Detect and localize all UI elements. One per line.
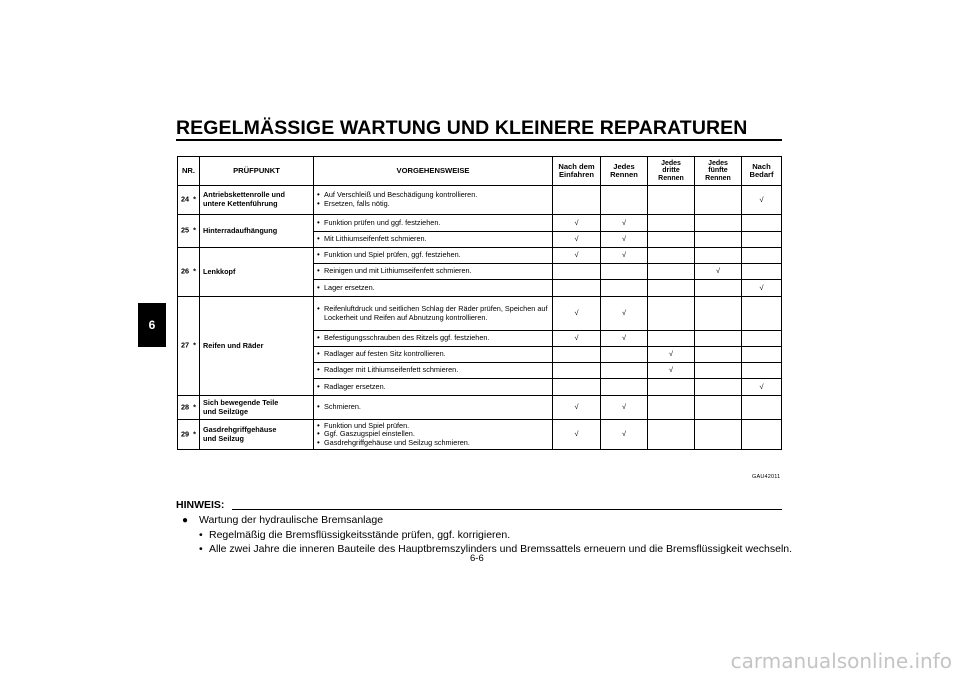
interval-cell-every-third-race (648, 232, 695, 248)
interval-cell-every-fifth-race (695, 420, 742, 450)
interval-cell-every-third-race (648, 186, 695, 215)
interval-cell-every-third-race (648, 331, 695, 347)
procedure-cell (314, 186, 553, 215)
table-row (178, 186, 782, 215)
bullet-icon: • (317, 402, 320, 412)
bullet-icon: • (317, 429, 320, 439)
interval-cell-after-break-in (553, 232, 601, 248)
interval-cell-as-needed (742, 363, 782, 379)
inspection-item-line: Sich bewegende Teile (203, 397, 279, 407)
header-after-break-in: Nach dem Einfahren (553, 157, 601, 186)
check-mark-icon: √ (574, 429, 579, 439)
interval-cell-as-needed (742, 379, 782, 396)
procedure-text: Radlager auf festen Sitz kontrollieren. (324, 349, 446, 359)
bullet-icon: • (317, 234, 320, 244)
table-row (178, 215, 782, 232)
inspection-item-line: Hinterradaufhängung (203, 225, 278, 235)
table-row (178, 396, 782, 420)
bullet-icon: ● (182, 515, 189, 526)
bullet-icon: • (317, 190, 320, 200)
interval-cell-after-break-in (553, 379, 601, 396)
bullet-icon: • (317, 381, 320, 391)
item-number (178, 248, 200, 297)
interval-cell-after-break-in (553, 248, 601, 264)
check-mark-icon: √ (759, 194, 764, 204)
item-number-value: 25 (181, 225, 190, 235)
procedure-text: Funktion und Spiel prüfen. (324, 420, 410, 430)
procedure-cell (314, 280, 553, 297)
header-procedure: VORGEHENSWEISE (314, 157, 553, 186)
bullet-icon: • (317, 266, 320, 276)
procedure-cell (314, 363, 553, 379)
check-mark-icon: √ (668, 365, 673, 375)
procedure-cell (314, 297, 553, 331)
check-mark-icon: √ (621, 234, 626, 244)
interval-cell-after-break-in (553, 396, 601, 420)
interval-cell-every-fifth-race (695, 264, 742, 280)
interval-cell-every-third-race (648, 215, 695, 232)
note-item (182, 542, 792, 556)
procedure-cell (314, 264, 553, 280)
bullet-icon: • (317, 250, 320, 260)
check-mark-icon: √ (759, 282, 764, 292)
bullet-icon: • (317, 365, 320, 375)
note-heading-rule (232, 509, 782, 510)
interval-cell-as-needed (742, 232, 782, 248)
procedure-text: Mit Lithiumseifenfett schmieren. (324, 234, 427, 244)
interval-cell-every-race (601, 420, 648, 450)
check-mark-icon: √ (621, 333, 626, 343)
check-mark-icon: √ (621, 429, 626, 439)
item-number (178, 420, 200, 450)
table-header-row (178, 157, 782, 186)
item-number-value: 28 (181, 402, 190, 412)
interval-cell-after-break-in (553, 280, 601, 297)
bullet-icon: • (317, 282, 320, 292)
bullet-icon: • (317, 420, 320, 430)
procedure-text: Reifenluftdruck und seitlichen Schlag der Räder prüfen, Speichen auf Lockerheit und Reifen auf Abnutzung kontrollieren. (324, 303, 548, 322)
asterisk-mark: * (193, 225, 196, 235)
header-item: PRÜFPUNKT (200, 157, 314, 186)
maintenance-table (177, 156, 782, 450)
bullet-icon: • (199, 529, 203, 542)
inspection-item (200, 186, 314, 215)
interval-cell-after-break-in (553, 331, 601, 347)
interval-cell-every-third-race (648, 248, 695, 264)
inspection-item-line: Lenkkopf (203, 266, 236, 276)
interval-cell-as-needed (742, 186, 782, 215)
check-mark-icon: √ (715, 266, 720, 276)
inspection-item-line: und Seilzüge (203, 406, 248, 416)
inspection-item (200, 420, 314, 450)
interval-cell-every-third-race (648, 363, 695, 379)
title-underline (176, 139, 782, 141)
inspection-item-line: Reifen und Räder (203, 340, 264, 350)
check-mark-icon: √ (759, 381, 764, 391)
interval-cell-every-fifth-race (695, 379, 742, 396)
procedure-cell (314, 248, 553, 264)
bullet-icon: • (317, 199, 320, 208)
item-number-value: 27 (181, 340, 190, 350)
interval-cell-every-fifth-race (695, 331, 742, 347)
interval-cell-every-race (601, 280, 648, 297)
interval-cell-every-race (601, 363, 648, 379)
interval-cell-every-third-race (648, 264, 695, 280)
bullet-icon: • (317, 349, 320, 359)
procedure-cell (314, 396, 553, 420)
procedure-text: Radlager ersetzen. (324, 381, 386, 391)
procedure-cell (314, 331, 553, 347)
interval-cell-every-fifth-race (695, 280, 742, 297)
item-number (178, 297, 200, 396)
interval-cell-every-third-race (648, 420, 695, 450)
table-row (178, 248, 782, 264)
procedure-text: Ggf. Gaszugspiel einstellen. (324, 429, 415, 439)
table-row (178, 297, 782, 331)
note-body (182, 513, 792, 557)
check-mark-icon: √ (621, 250, 626, 260)
check-mark-icon: √ (574, 333, 579, 343)
interval-cell-as-needed (742, 248, 782, 264)
asterisk-mark: * (193, 194, 196, 204)
bullet-icon: • (317, 437, 320, 447)
header-nr: NR. (178, 157, 200, 186)
interval-cell-as-needed (742, 264, 782, 280)
check-mark-icon: √ (621, 308, 626, 318)
inspection-item-line: und Seilzug (203, 433, 244, 443)
procedure-text: Auf Verschleiß und Beschädigung kontrollieren. (324, 190, 478, 200)
procedure-cell (314, 347, 553, 363)
item-number-value: 29 (181, 429, 190, 439)
page-number: 6-6 (470, 553, 484, 564)
check-mark-icon: √ (668, 349, 673, 359)
item-number (178, 186, 200, 215)
page-title: REGELMÄSSIGE WARTUNG UND KLEINERE REPARATUREN (176, 117, 748, 139)
interval-cell-every-third-race (648, 297, 695, 331)
check-mark-icon: √ (574, 308, 579, 318)
procedure-text: Radlager mit Lithiumseifenfett schmieren. (324, 365, 459, 375)
interval-cell-as-needed (742, 331, 782, 347)
procedure-cell (314, 232, 553, 248)
interval-cell-every-race (601, 186, 648, 215)
asterisk-mark: * (193, 428, 196, 438)
procedure-text: Befestigungsschrauben des Ritzels ggf. festziehen. (324, 333, 490, 343)
bullet-icon: • (317, 333, 320, 343)
interval-cell-every-third-race (648, 396, 695, 420)
bullet-icon: • (199, 543, 203, 556)
interval-cell-every-race (601, 331, 648, 347)
check-mark-icon: √ (574, 234, 579, 244)
interval-cell-after-break-in (553, 264, 601, 280)
check-mark-icon: √ (574, 217, 579, 227)
item-number (178, 215, 200, 248)
watermark-link[interactable]: carmanualsonline.info (730, 649, 952, 673)
interval-cell-every-third-race (648, 347, 695, 363)
interval-cell-every-third-race (648, 379, 695, 396)
interval-cell-as-needed (742, 297, 782, 331)
check-mark-icon: √ (621, 217, 626, 227)
asterisk-mark: * (193, 401, 196, 411)
check-mark-icon: √ (574, 250, 579, 260)
inspection-item (200, 297, 314, 396)
bullet-icon: • (317, 217, 320, 227)
interval-cell-every-fifth-race (695, 297, 742, 331)
note-text: Wartung der hydraulische Bremsanlage (199, 514, 384, 526)
note-text: Regelmäßig die Bremsflüssigkeitsstände prüfen, ggf. korrigieren. (209, 529, 511, 542)
interval-cell-every-race (601, 248, 648, 264)
inspection-item-line: Gasdrehgriffgehäuse (203, 424, 277, 434)
interval-cell-as-needed (742, 280, 782, 297)
interval-cell-every-fifth-race (695, 363, 742, 379)
asterisk-mark: * (193, 266, 196, 276)
chapter-tab[interactable]: 6 (138, 303, 166, 347)
bullet-icon: • (317, 303, 320, 313)
interval-cell-after-break-in (553, 420, 601, 450)
interval-cell-every-race (601, 215, 648, 232)
interval-cell-as-needed (742, 396, 782, 420)
check-mark-icon: √ (621, 402, 626, 412)
interval-cell-every-race (601, 264, 648, 280)
procedure-text: Gasdrehgriffgehäuse und Seilzug schmieren. (324, 437, 470, 447)
interval-cell-every-fifth-race (695, 396, 742, 420)
procedure-cell (314, 215, 553, 232)
note-heading: HINWEIS: (176, 499, 225, 511)
procedure-cell (314, 420, 553, 450)
header-every-third-race: Jedes dritte Rennen (648, 157, 695, 186)
interval-cell-every-race (601, 379, 648, 396)
interval-cell-as-needed (742, 215, 782, 232)
procedure-text: Funktion prüfen und ggf. festziehen. (324, 217, 441, 227)
interval-cell-every-fifth-race (695, 248, 742, 264)
interval-cell-after-break-in (553, 186, 601, 215)
note-item (182, 513, 792, 528)
interval-cell-every-race (601, 347, 648, 363)
interval-cell-every-third-race (648, 280, 695, 297)
note-item (182, 528, 792, 542)
inspection-item (200, 215, 314, 248)
note-text: Alle zwei Jahre die inneren Bauteile des Hauptbremszylinders und Bremssattels erneuern und die Bremsflüssigkeit wechseln. (209, 543, 793, 556)
procedure-text: Ersetzen, falls nötig. (324, 199, 390, 208)
procedure-text: Schmieren. (324, 402, 361, 412)
interval-cell-every-race (601, 232, 648, 248)
interval-cell-after-break-in (553, 297, 601, 331)
interval-cell-every-fifth-race (695, 347, 742, 363)
interval-cell-after-break-in (553, 347, 601, 363)
inspection-item (200, 396, 314, 420)
table-row (178, 420, 782, 450)
check-mark-icon: √ (574, 402, 579, 412)
item-number (178, 396, 200, 420)
interval-cell-every-race (601, 396, 648, 420)
item-number-value: 26 (181, 266, 190, 276)
inspection-item (200, 248, 314, 297)
header-as-needed: Nach Bedarf (742, 157, 782, 186)
interval-cell-as-needed (742, 347, 782, 363)
interval-cell-as-needed (742, 420, 782, 450)
interval-cell-every-fifth-race (695, 232, 742, 248)
procedure-text: Lager ersetzen. (324, 282, 375, 292)
procedure-cell (314, 379, 553, 396)
item-number-value: 24 (181, 194, 190, 204)
inspection-item-line: untere Kettenführung (203, 199, 278, 208)
interval-cell-after-break-in (553, 215, 601, 232)
interval-cell-every-race (601, 297, 648, 331)
interval-cell-every-fifth-race (695, 215, 742, 232)
asterisk-mark: * (193, 340, 196, 350)
inspection-item-line: Antriebskettenrolle und (203, 190, 285, 200)
interval-cell-after-break-in (553, 363, 601, 379)
header-every-fifth-race: Jedes fünfte Rennen (695, 157, 742, 186)
reference-code: GAU42011 (752, 474, 781, 480)
procedure-text: Reinigen und mit Lithiumseifenfett schmieren. (324, 266, 472, 276)
header-every-race: Jedes Rennen (601, 157, 648, 186)
interval-cell-every-fifth-race (695, 186, 742, 215)
procedure-text: Funktion und Spiel prüfen, ggf. festziehen. (324, 250, 461, 260)
